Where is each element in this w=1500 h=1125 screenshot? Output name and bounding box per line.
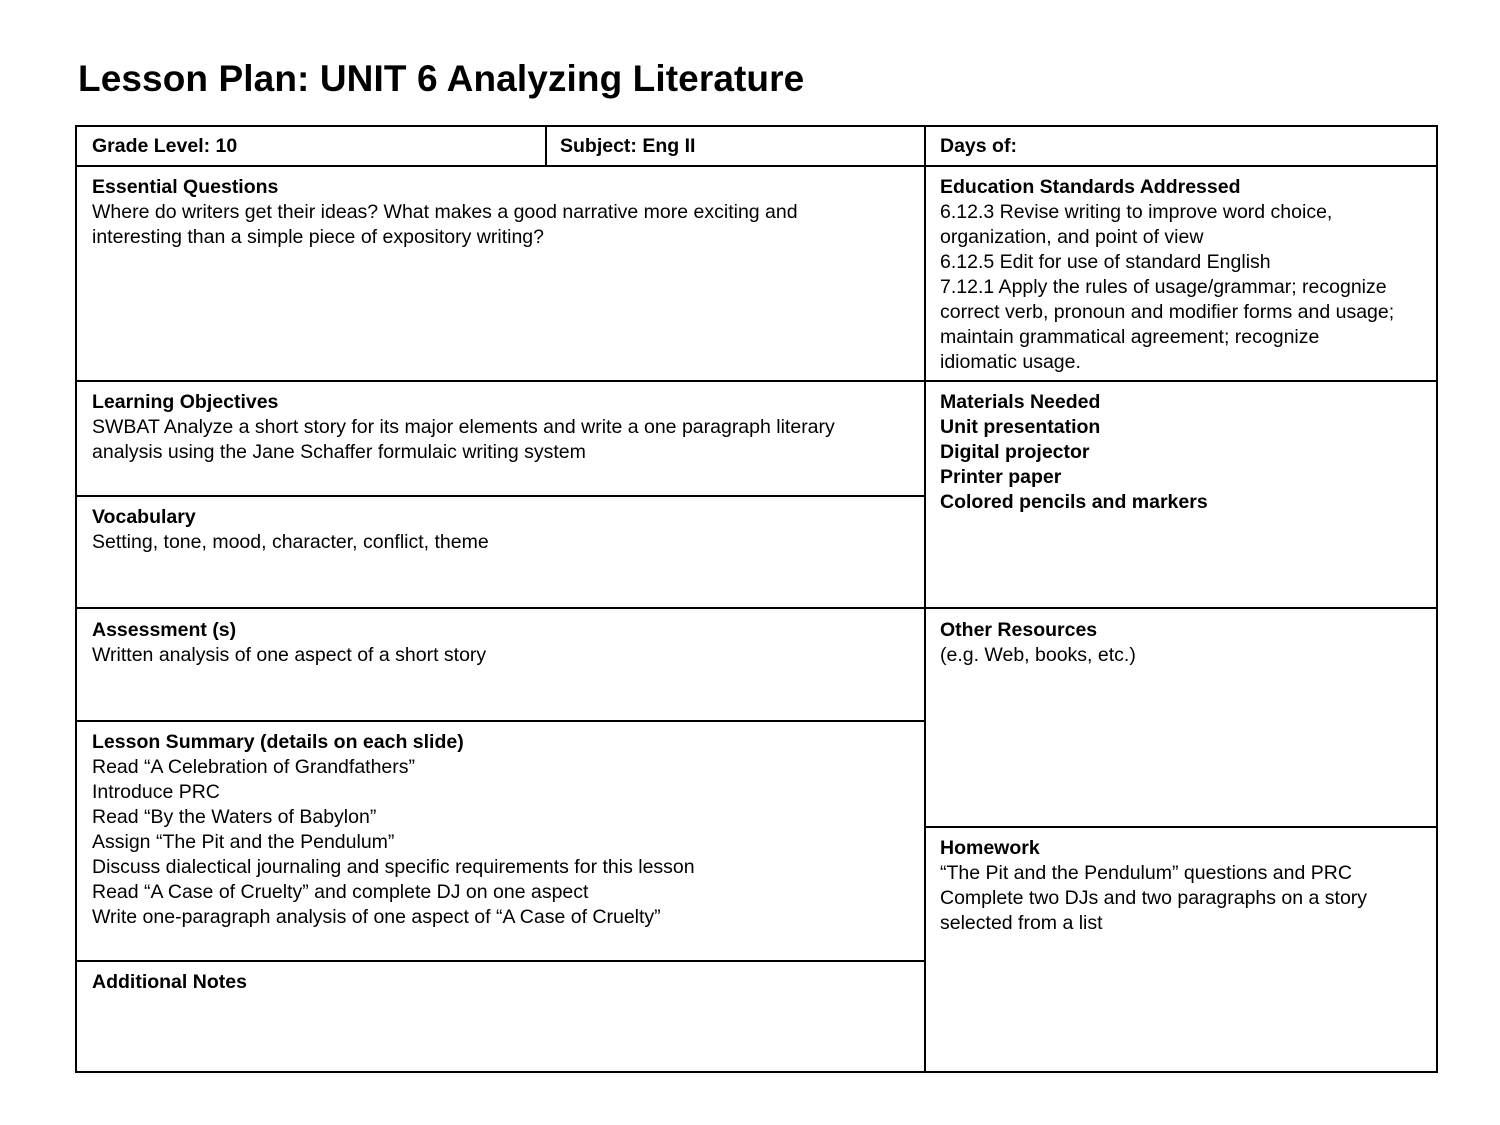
standard-line: 6.12.5 Edit for use of standard English xyxy=(940,251,1271,273)
days-of-cell xyxy=(925,127,1436,165)
homework-item: selected from a list xyxy=(940,912,1103,934)
essential-questions-text: Where do writers get their ideas? What makes a good narrative more exciting and interesting than a simple piece of expository writing? xyxy=(92,201,798,248)
additional-notes-cell xyxy=(77,962,924,1071)
standard-line: correct verb, pronoun and modifier forms and usage; xyxy=(940,301,1395,323)
vocabulary-heading: Vocabulary xyxy=(92,506,196,528)
material-item: Colored pencils and markers xyxy=(940,491,1208,513)
materials-needed-cell xyxy=(925,382,1436,607)
material-item: Unit presentation xyxy=(940,416,1101,438)
subject-cell xyxy=(545,127,924,165)
lesson-summary-item: Assign “The Pit and the Pendulum” xyxy=(92,831,395,853)
standard-line: organization, and point of view xyxy=(940,226,1204,248)
homework-item: “The Pit and the Pendulum” questions and PRC xyxy=(940,862,1352,884)
grade-level: Grade Level: 10 xyxy=(92,135,238,157)
education-standards-heading: Education Standards Addressed xyxy=(940,176,1241,198)
assessment-cell xyxy=(77,609,924,720)
subject: Subject: Eng II xyxy=(560,135,696,157)
homework-cell xyxy=(925,828,1436,1071)
lesson-summary-item: Read “A Case of Cruelty” and complete DJ on one aspect xyxy=(92,881,589,903)
days-of: Days of: xyxy=(940,135,1017,157)
standard-line: 6.12.3 Revise writing to improve word choice, xyxy=(940,201,1333,223)
assessment-heading: Assessment (s) xyxy=(92,619,237,641)
learning-objectives-heading: Learning Objectives xyxy=(92,391,279,413)
lesson-plan-table xyxy=(75,125,1438,1073)
learning-objectives-cell xyxy=(77,382,897,495)
standard-line: 7.12.1 Apply the rules of usage/grammar; recognize xyxy=(940,276,1387,298)
homework-heading: Homework xyxy=(940,837,1040,859)
essential-questions-heading: Essential Questions xyxy=(92,176,279,198)
standard-line: maintain grammatical agreement; recognize xyxy=(940,326,1320,348)
lesson-summary-item: Introduce PRC xyxy=(92,781,220,803)
other-resources-heading: Other Resources xyxy=(940,619,1098,641)
lesson-summary-item: Discuss dialectical journaling and specific requirements for this lesson xyxy=(92,856,695,878)
lesson-summary-item: Read “A Celebration of Grandfathers” xyxy=(92,756,416,778)
homework-item: Complete two DJs and two paragraphs on a story xyxy=(940,887,1368,909)
lesson-summary-item: Read “By the Waters of Babylon” xyxy=(92,806,377,828)
essential-questions-cell xyxy=(77,167,877,380)
lesson-summary-item: Write one-paragraph analysis of one aspect of “A Case of Cruelty” xyxy=(92,906,661,928)
additional-notes-heading: Additional Notes xyxy=(92,971,247,993)
material-item: Digital projector xyxy=(940,441,1090,463)
vocabulary-cell xyxy=(77,497,924,607)
learning-objectives-text: SWBAT Analyze a short story for its major elements and write a one paragraph literary analysis using the Jane Schaffer formulaic writing system xyxy=(92,416,835,463)
other-resources-cell xyxy=(925,609,1436,826)
page-title: Lesson Plan: UNIT 6 Analyzing Literature xyxy=(78,58,805,99)
assessment-text: Written analysis of one aspect of a short story xyxy=(92,644,487,666)
material-item: Printer paper xyxy=(940,466,1062,488)
education-standards-cell xyxy=(925,167,1436,380)
vocabulary-text: Setting, tone, mood, character, conflict, theme xyxy=(92,531,489,553)
lesson-summary-heading: Lesson Summary (details on each slide) xyxy=(92,731,464,753)
lesson-summary-cell xyxy=(77,722,924,960)
grade-level-cell xyxy=(77,127,545,165)
standard-line: idiomatic usage. xyxy=(940,351,1081,373)
materials-needed-heading: Materials Needed xyxy=(940,391,1101,413)
other-resources-text: (e.g. Web, books, etc.) xyxy=(940,644,1136,666)
